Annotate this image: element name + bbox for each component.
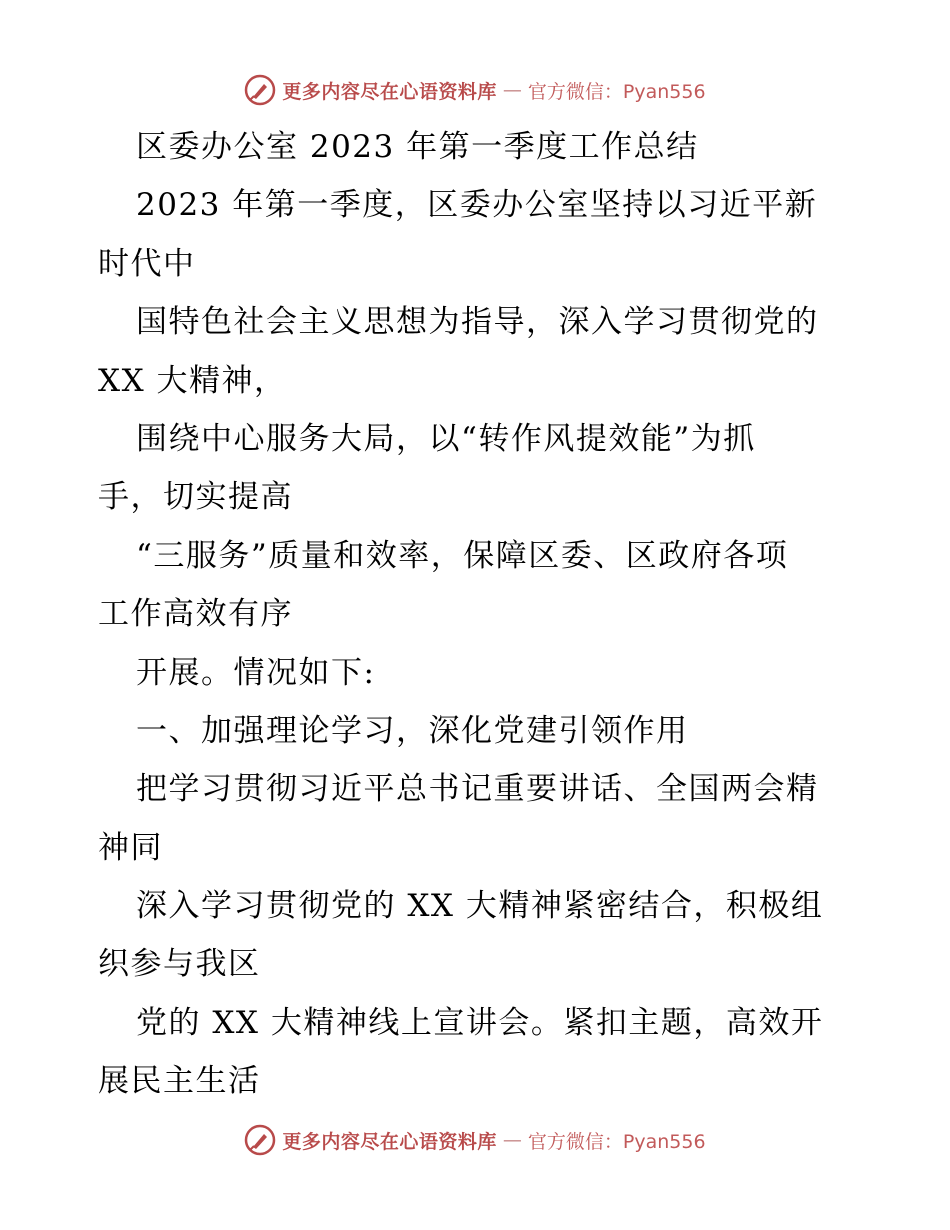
paragraph-line: 工作高效有序 [98,596,293,633]
watermark-separator: — [502,1129,522,1151]
paragraph-line: 深入学习贯彻党的 XX 大精神紧密结合，积极组 [136,888,824,925]
paragraph-line: 2023 年第一季度，区委办公室坚持以习近平新 [136,187,818,224]
document-body [98,118,858,1111]
watermark-main-text: 更多内容尽在心语资料库 [282,80,497,103]
section-heading: 一、加强理论学习，深化党建引领作用 [136,712,689,749]
pen-nib-logo-icon [244,74,276,106]
paragraph-line: 把学习贯彻习近平总书记重要讲话、全国两会精 [136,771,819,808]
paragraph-line: 织参与我区 [98,946,261,983]
paragraph-line: 开展。情况如下: [136,654,376,691]
footer-watermark [0,1120,950,1160]
document-title: 区委办公室 2023 年第一季度工作总结 [136,129,699,165]
watermark-main-text: 更多内容尽在心语资料库 [282,1130,497,1153]
paragraph-line: 国特色社会主义思想为指导，深入学习贯彻党的 [136,304,819,341]
paragraph-line: 党的 XX 大精神线上宣讲会。紧扣主题，高效开 [136,1004,824,1041]
paragraph-line: 围绕中心服务大局，以“转作风提效能”为抓 [136,420,756,457]
pen-nib-logo-icon [244,1124,276,1156]
watermark-contact-text: 官方微信：Pyan556 [527,80,706,103]
watermark-contact-text: 官方微信：Pyan556 [527,1130,706,1153]
header-watermark [0,70,950,110]
watermark-separator: — [502,79,522,101]
paragraph-line: 时代中 [98,245,196,282]
paragraph-line: XX 大精神， [98,362,287,399]
paragraph-line: “三服务”质量和效率，保障区委、区政府各项 [136,537,789,574]
paragraph-line: 手，切实提高 [98,479,293,516]
paragraph-line: 神同 [98,829,163,866]
paragraph-line: 展民主生活 [98,1063,261,1100]
